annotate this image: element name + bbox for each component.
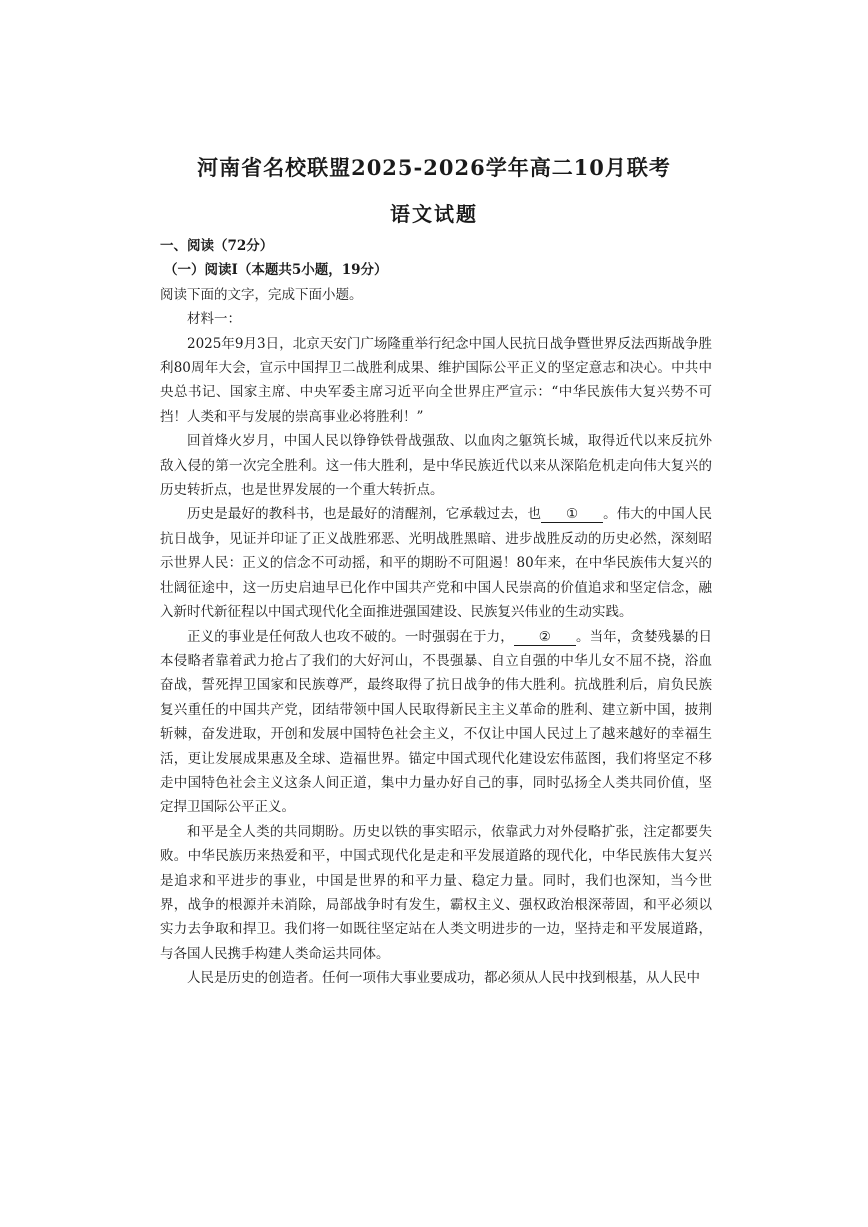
exam-content — [160, 234, 712, 991]
subsection-heading: （一）阅读Ⅰ（本题共5小题，19分） — [164, 262, 388, 279]
section-heading: 一、阅读（72分） — [160, 238, 274, 254]
material-label: 材料一： — [187, 311, 241, 328]
fill-blank-2: ② — [514, 629, 576, 646]
paragraph-4-before: 正义的事业是任何敌人也攻不破的。一时强弱在于力， — [187, 628, 514, 645]
paragraph-4 — [160, 625, 712, 820]
paragraph-6: 人民是历史的创造者。任何一项伟大事业要成功，都必须从人民中找到根基，从人民中 — [187, 970, 700, 987]
paragraph-3-after: 。伟大的中国人民抗日战争，见证并印证了正义战胜邪恶、光明战胜黑暗、进步战胜反动的历史必然，深刻昭示世界人民：正义的信念不可动摇，和平的期盼不可阻遏！80年来，在中华民族伟大复兴的壮阔征途中，这一历史启迪早已化作中国共产党和中国人民崇高的价值追求和坚定信念，融入新时代新征程以中国式现代化全面推进强国建设、民族复兴伟业的生动实践。 — [160, 506, 713, 621]
paragraph-1: 2025年9月3日，北京天安门广场隆重举行纪念中国人民抗日战争暨世界反法西斯战争胜利80周年大会，宣示中国捍卫二战胜利成果、维护国际公平正义的坚定意志和决心。中共中央总书记、国家主席、中央军委主席习近平向全世界庄严宣示：“中华民族伟大复兴势不可挡！人类和平与发展的崇高事业必将胜利！” — [160, 335, 712, 425]
fill-blank-1: ① — [541, 506, 603, 523]
paragraph-2: 回首烽火岁月，中国人民以铮铮铁骨战强敌、以血肉之躯筑长城，取得近代以来反抗外敌入侵的第一次完全胜利。这一伟大胜利，是中华民族近代以来从深陷危机走向伟大复兴的历史转折点，也是世界发展的一个重大转折点。 — [160, 433, 712, 499]
exam-subtitle: 语文试题 — [390, 202, 478, 226]
paragraph-5: 和平是全人类的共同期盼。历史以铁的事实昭示，依靠武力对外侵略扩张，注定都要失败。中华民族历来热爱和平，中国式现代化是走和平发展道路的现代化，中华民族伟大复兴是追求和平进步的事业，中国是世界的和平力量、稳定力量。同时，我们也深知，当今世界，战争的根源并未消除，局部战争时有发生，霸权主义、强权政治根深蒂固，和平必须以实力去争取和捍卫。我们将一如既往坚定站在人类文明进步的一边，坚持走和平发展道路，与各国人民携手构建人类命运共同体。 — [160, 823, 712, 962]
paragraph-4-after: 。当年，贪婪残暴的日本侵略者靠着武力抢占了我们的大好河山，不畏强暴、自立自强的中华儿女不屈不挠，浴血奋战，誓死捍卫国家和民族尊严，最终取得了抗日战争的伟大胜利。抗战胜利后，肩负民族复兴重任的中国共产党，团结带领中国人民取得新民主主义革命的胜利、建立新中国，披荆斩棘，奋发进取，开创和发展中国特色社会主义，不仅让中国人民过上了越来越好的幸福生活，更让发展成果惠及全球、造福世界。锚定中国式现代化建设宏伟蓝图，我们将坚定不移走中国特色社会主义这条人间正道，集中力量办好自己的事，同时弘扬全人类共同价值，坚定捍卫国际公平正义。 — [160, 628, 713, 816]
paragraph-3-before: 历史是最好的教科书，也是最好的清醒剂，它承载过去，也 — [187, 506, 542, 523]
paragraph-3 — [160, 502, 712, 624]
exam-title: 河南省名校联盟2025-2026学年高二10月联考 — [197, 155, 671, 180]
reading-instruction: 阅读下面的文字，完成下面小题。 — [160, 286, 363, 303]
